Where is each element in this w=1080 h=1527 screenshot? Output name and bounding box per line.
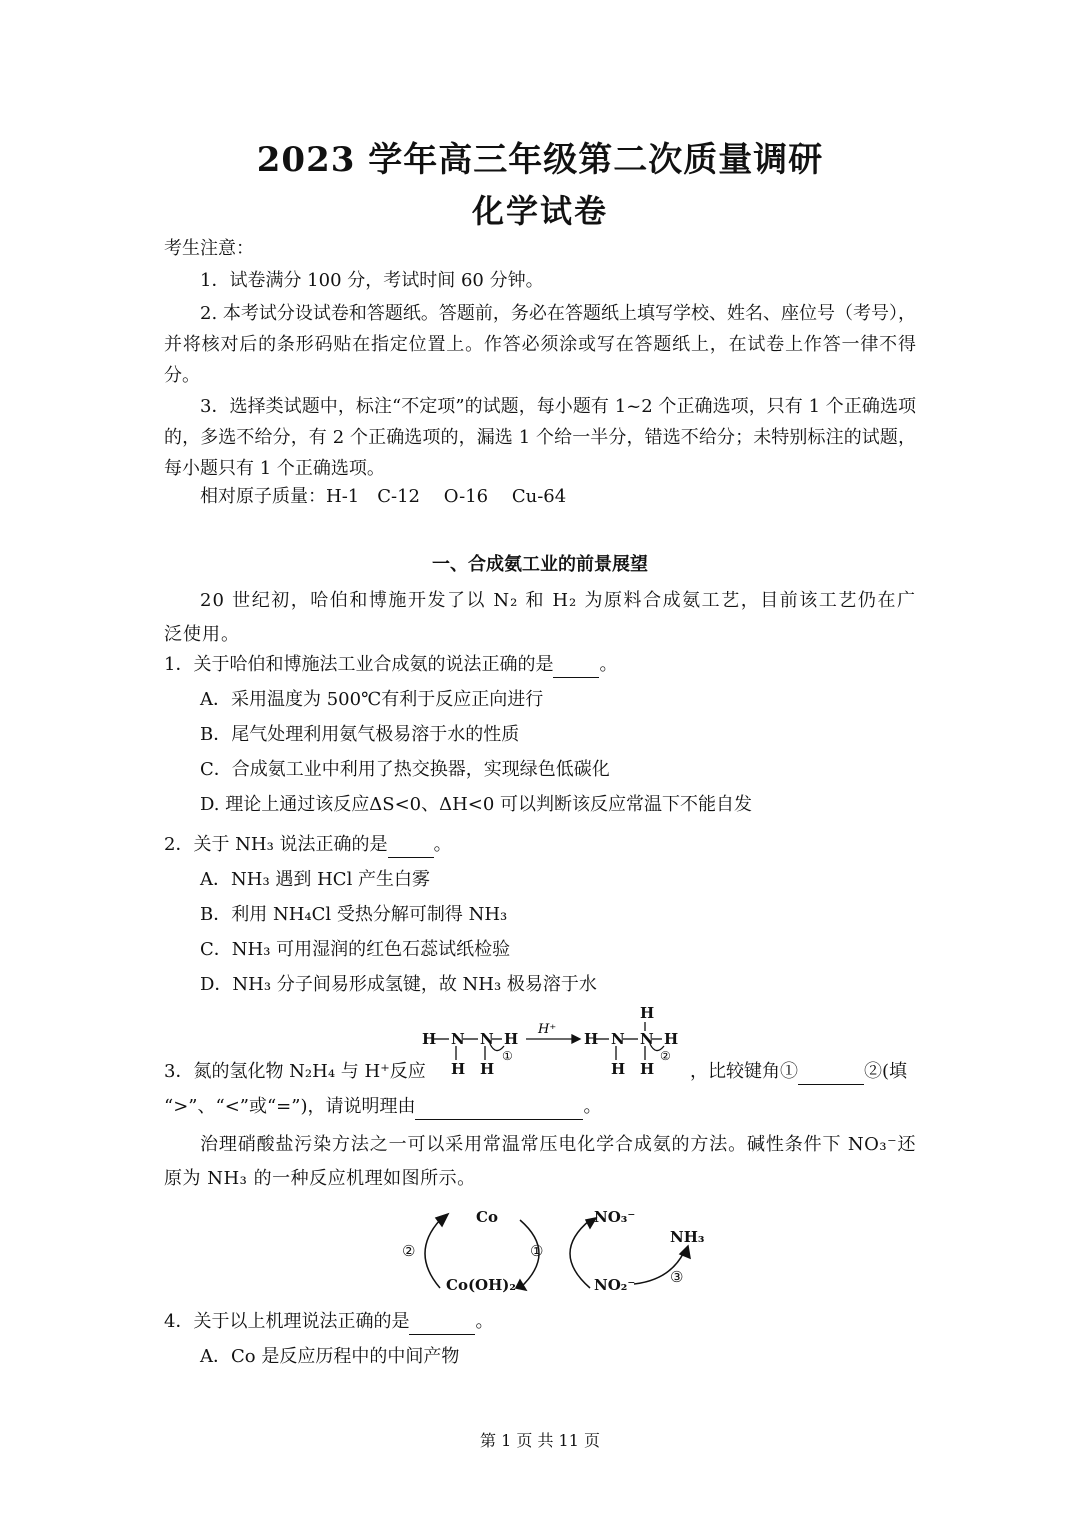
atom-n: N: [640, 1030, 654, 1048]
bond-angle-2-marker: ②: [660, 1049, 671, 1063]
q2-option-d: D．NH₃ 分子间易形成氢键，故 NH₃ 极易溶于水: [200, 974, 597, 995]
atom-h: H: [640, 1004, 655, 1022]
question-2-stem: 2．关于 NH₃ 说法正确的是: [164, 834, 388, 855]
section-title: 一、合成氨工业的前景展望: [432, 554, 648, 575]
question-4-stem: 4．关于以上机理说法正确的是: [164, 1311, 410, 1332]
arrow-label: H⁺: [538, 1022, 557, 1037]
question-1: [164, 652, 617, 678]
question-1-stem: 1．关于哈伯和博施法工业合成氨的说法正确的是: [164, 654, 554, 675]
atom-n: N: [480, 1030, 494, 1048]
bond-angle-1-marker: ①: [502, 1049, 513, 1063]
atom-h: H: [451, 1060, 466, 1078]
atom-h: H: [504, 1030, 519, 1048]
answer-blank[interactable]: [388, 839, 434, 858]
exam-title: 2023 学年高三年级第二次质量调研: [256, 140, 824, 180]
atom-n: N: [611, 1030, 625, 1048]
atom-n: N: [451, 1030, 465, 1048]
q2-option-c: C．NH₃ 可用湿润的红色石蕊试纸检验: [200, 939, 511, 960]
answer-blank[interactable]: [553, 659, 599, 678]
notice-item-1: 1．试卷满分 100 分，考试时间 60 分钟。: [200, 270, 544, 291]
notice-item-2: 2. 本考试分设试卷和答题纸。答题前，务必在答题纸上填写学校、姓名、座位号（考号），并将核对后的条形码贴在指定位置上。作答必须涂或写在答题纸上，在试卷上作答一律不得分。: [164, 303, 916, 386]
section-intro: 20 世纪初，哈伯和博施开发了以 N₂ 和 H₂ 为原料合成氨工艺，目前该工艺仍在广泛使用。: [164, 590, 916, 645]
species-nitrate: NO₃⁻: [594, 1208, 636, 1226]
question-3-reason-label: “>”、“<”或“=”)，请说明理由: [164, 1096, 416, 1117]
question-3-after: ②(填: [864, 1061, 908, 1082]
step-2-marker: ②: [402, 1242, 416, 1260]
q2-option-a: A．NH₃ 遇到 HCl 产生白雾: [200, 869, 431, 890]
step-3-marker: ③: [670, 1268, 684, 1286]
nitrate-intro: 治理硝酸盐污染方法之一可以采用常温常压电化学合成氨的方法。碱性条件下 NO₃⁻还原为 NH₃ 的一种反应机理如图所示。: [164, 1134, 916, 1189]
atom-h: H: [480, 1060, 495, 1078]
species-nitrite: NO₂⁻: [594, 1276, 636, 1294]
q1-option-a: A．采用温度为 500℃有利于反应正向进行: [200, 689, 544, 710]
page-footer: 第 1 页 共 11 页: [480, 1431, 600, 1450]
q1-option-c: C．合成氨工业中利用了热交换器，实现绿色低碳化: [200, 759, 610, 780]
question-2-end: 。: [433, 834, 452, 855]
question-3-compare: [690, 1059, 907, 1085]
question-3-mid: ，比较键角①: [690, 1061, 798, 1082]
notice-item-3: 3．选择类试题中，标注“不定项”的试题，每小题有 1~2 个正确选项，只有 1 个正确选项的，多选不给分，有 2 个正确选项的，漏选 1 个给一半分，错选不给分；未特别标注的试题，每小题只有 1 个正确选项。: [164, 396, 916, 479]
question-3-line2: [164, 1094, 601, 1120]
q2-option-b: B．利用 NH₄Cl 受热分解可制得 NH₃: [200, 904, 508, 925]
species-ammonia: NH₃: [670, 1228, 705, 1246]
step-1-marker: ①: [530, 1242, 544, 1260]
atom-h: H: [611, 1060, 626, 1078]
question-3-stem: 3．氮的氢化物 N₂H₄ 与 H⁺反应: [164, 1061, 426, 1082]
species-co: Co: [476, 1208, 498, 1226]
atomic-mass: 相对原子质量：H-1 C-12 O-16 Cu-64: [200, 486, 567, 507]
question-1-end: 。: [599, 654, 618, 675]
notice-heading: 考生注意：: [164, 238, 254, 259]
answer-blank[interactable]: [415, 1101, 583, 1120]
atom-h: H: [640, 1060, 655, 1078]
atom-h: H: [664, 1030, 679, 1048]
q1-option-b: B．尾气处理利用氨气极易溶于水的性质: [200, 724, 520, 745]
nitrate-reduction-mechanism-diagram: [400, 1198, 720, 1308]
q4-option-a: A．Co 是反应历程中的中间产物: [200, 1346, 460, 1367]
exam-subtitle: 化学试卷: [471, 192, 608, 230]
q1-option-d: D. 理论上通过该反应ΔS<0、ΔH<0 可以判断该反应常温下不能自发: [200, 794, 753, 815]
atom-h: H: [584, 1030, 599, 1048]
n2h4-reaction-diagram: [420, 1002, 690, 1082]
species-co-oh2: Co(OH)₂: [446, 1276, 516, 1294]
answer-blank[interactable]: [798, 1066, 864, 1085]
question-4-end: 。: [475, 1311, 494, 1332]
question-2: [164, 832, 452, 858]
answer-blank[interactable]: [409, 1316, 475, 1335]
question-4: [164, 1309, 493, 1335]
atom-h: H: [422, 1030, 437, 1048]
question-3-end: 。: [583, 1096, 602, 1117]
